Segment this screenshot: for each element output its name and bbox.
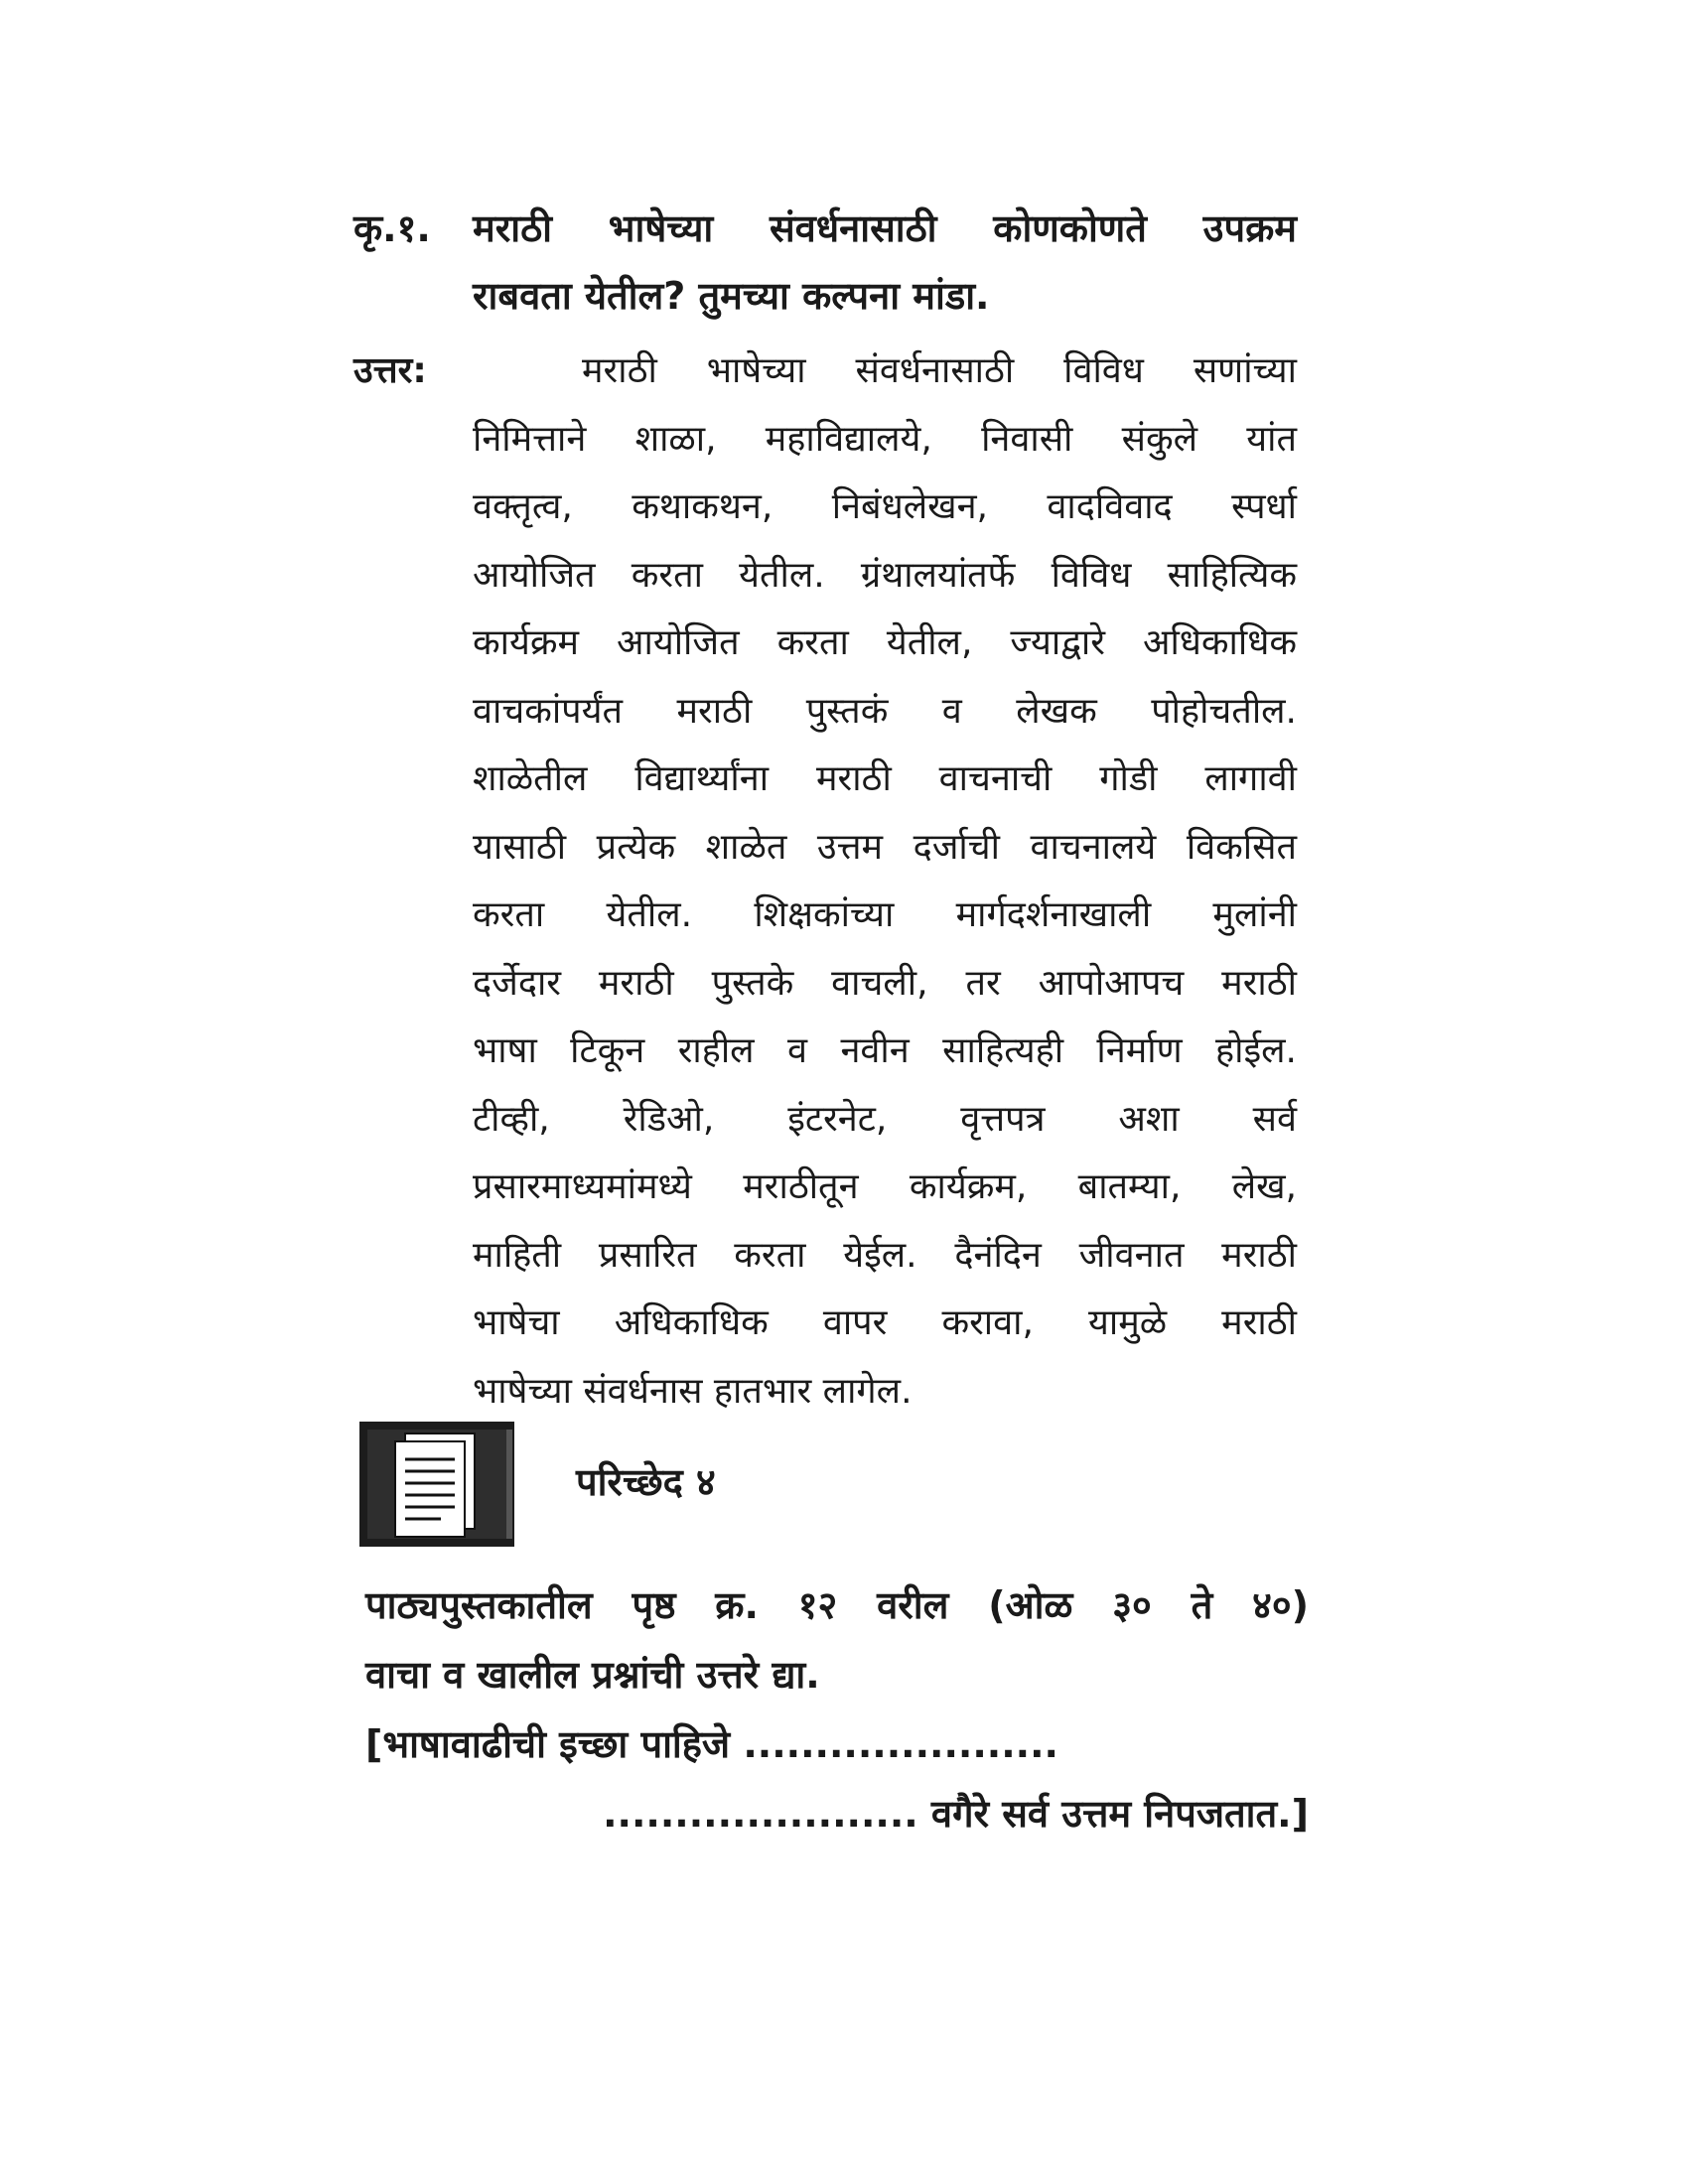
answer-line: वाचकांपर्यंत मराठी पुस्तकं व लेखक पोहोचतील.: [473, 690, 1297, 732]
answer-line: भाषेचा अधिकाधिक वापर करावा, यामुळे मराठी: [473, 1302, 1297, 1343]
answer-line: यासाठी प्रत्येक शाळेत उत्तम दर्जाची वाचनालये विकसित: [473, 826, 1297, 868]
answer-line: शाळेतील विद्यार्थ्यांना मराठी वाचनाची गोडी लागावी: [473, 758, 1297, 799]
question-block: [353, 195, 1297, 330]
answer-label: उत्तर:: [353, 350, 427, 391]
answer-line: माहिती प्रसारित करता येईल. दैनंदिन जीवनात मराठी: [473, 1234, 1297, 1276]
answer-text: [473, 338, 1297, 1426]
instruction-line: वाचा व खालील प्रश्नांची उत्तरे द्या.: [365, 1653, 820, 1697]
answer-line: निमित्ताने शाळा, महाविद्यालये, निवासी संकुले यांत: [473, 418, 1297, 460]
answer-line: आयोजित करता येतील. ग्रंथालयांतर्फे विविध साहित्यिक: [473, 554, 1297, 596]
instruction-line: पाठ्यपुस्तकातील पृष्ठ क्र. १२ वरील (ओळ ३० ते ४०): [365, 1583, 1309, 1627]
answer-line: भाषा टिकून राहील व नवीन साहित्यही निर्माण होईल.: [473, 1030, 1297, 1071]
question-text: [473, 195, 1297, 330]
answer-line: वक्तृत्व, कथाकथन, निबंधलेखन, वादविवाद स्पर्धा: [473, 486, 1297, 527]
instruction-line: [भाषावाढीची इच्छा पाहिजे ......................: [365, 1722, 1058, 1766]
question-line: मराठी भाषेच्या संवर्धनासाठी कोणकोणते उपक्रम: [473, 206, 1297, 250]
answer-line: कार्यक्रम आयोजित करता येतील, ज्याद्वारे अधिकाधिक: [473, 622, 1297, 663]
answer-line: मराठी भाषेच्या संवर्धनासाठी विविध सणांच्या: [582, 350, 1297, 391]
answer-line: भाषेच्या संवर्धनास हातभार लागेल.: [473, 1370, 913, 1412]
answer-line: प्रसारमाध्यमांमध्ये मराठीतून कार्यक्रम, बातम्या, लेख,: [473, 1166, 1297, 1207]
instruction-line: ...................... वगैरे सर्व उत्तम निपजतात.]: [603, 1792, 1309, 1836]
question-number: कृ.१.: [353, 206, 431, 250]
section-title: परिच्छेद ४: [576, 1460, 716, 1504]
answer-line: टीव्ही, रेडिओ, इंटरनेट, वृत्तपत्र अशा सर्व: [473, 1098, 1297, 1140]
document-icon: [357, 1420, 516, 1549]
answer-line: करता येतील. शिक्षकांच्या मार्गदर्शनाखाली मुलांनी: [473, 894, 1297, 935]
instruction-block: [365, 1570, 1309, 1848]
answer-line: दर्जेदार मराठी पुस्तके वाचली, तर आपोआपच मराठी: [473, 962, 1297, 1004]
question-line: राबवता येतील? तुमच्या कल्पना मांडा.: [473, 274, 990, 318]
